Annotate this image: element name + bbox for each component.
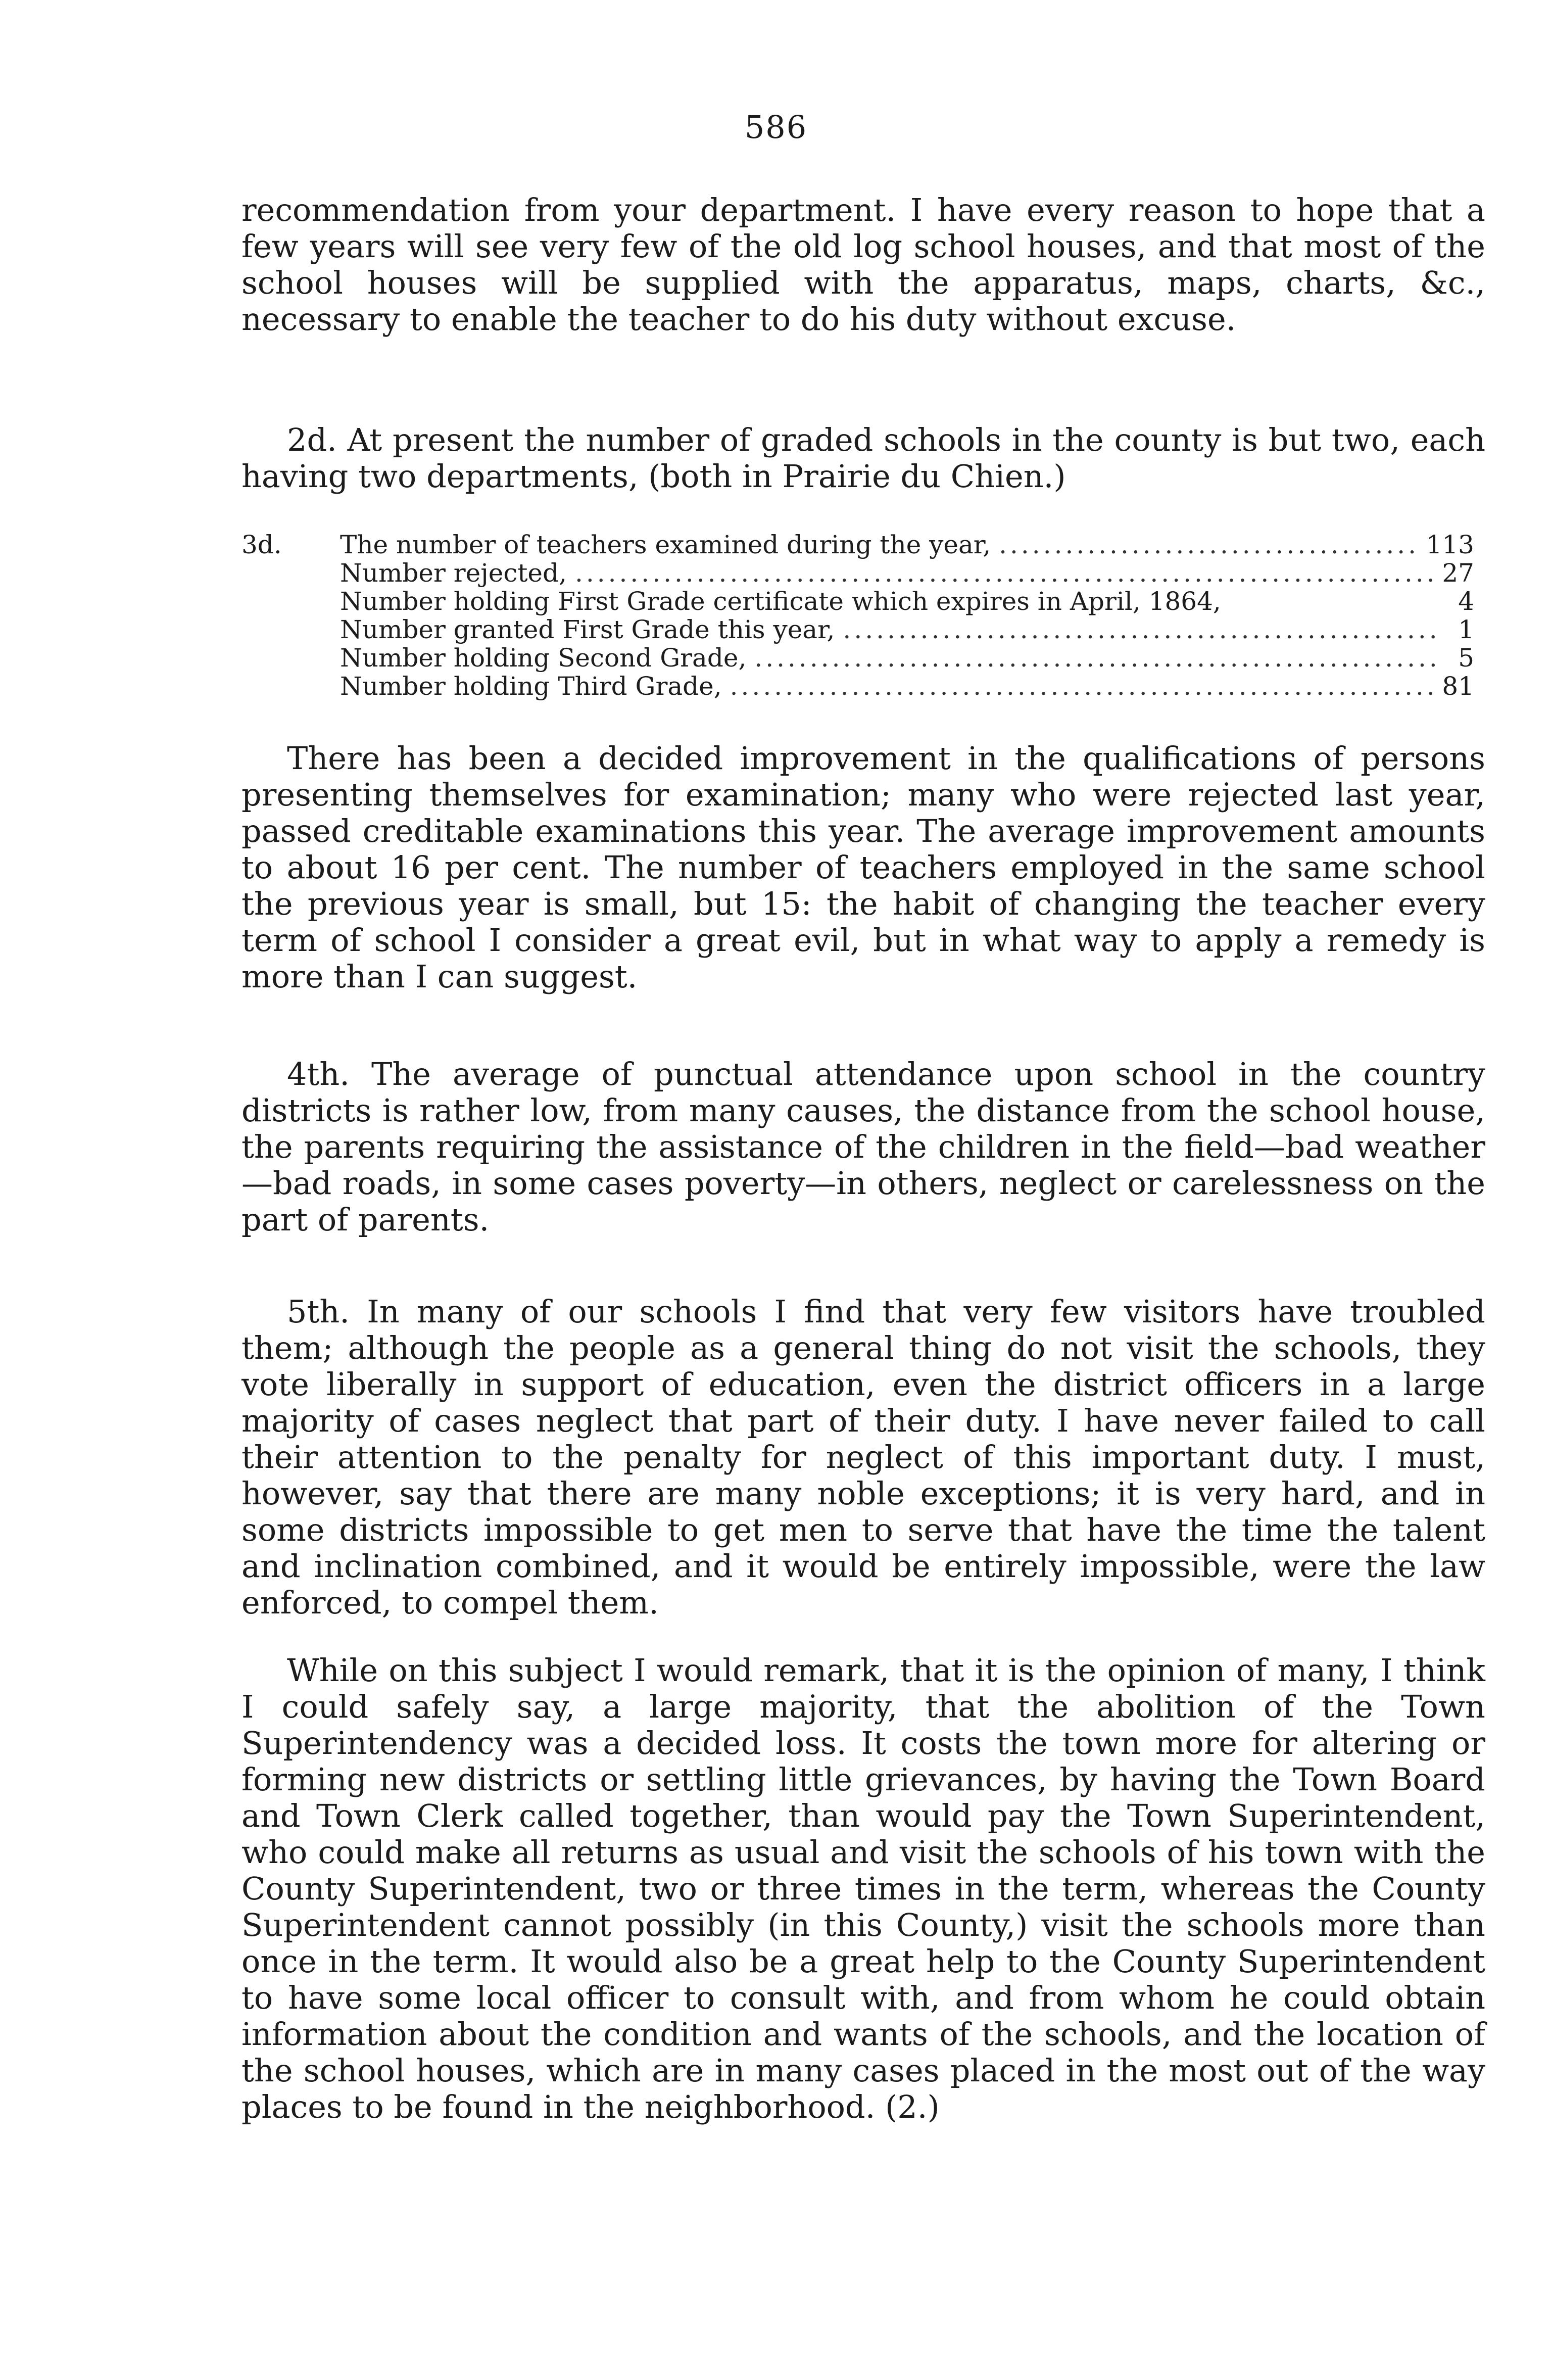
paragraph-visitors: 5th. In many of our schools I find that very few visitors have troubled them; although the people as a general thing do not visit the schools, they vote liberally in support of education, even the district officers in a large majority of cases neglect that part of their duty. I have never failed to call their attention to the penalty for neglect of this important duty. I must, however, say that there are many noble exceptions; it is very hard, and in some districts impossible to get men to serve that have the time the talent and inclination combined, and it would be entirely impossible, were the law enforced, to compel them. [241, 1293, 1485, 1621]
paragraph-town-superintendency: While on this subject I would remark, that it is the opinion of many, I think I could safely say, a large majority, that the abolition of the Town Superintendency was a decided loss. It costs the town more for altering or forming new districts or settling little grievances, by having the Town Board and Town Clerk called together, than would pay the Town Superintendent, who could make all returns as usual and visit the schools of his town with the County Superintendent, two or three times in the term, whereas the County Superintendent cannot possibly (in this County,) visit the schools more than once in the term. It would also be a great help to the County Superintendent to have some local officer to consult with, and from whom he could obtain information about the condition and wants of the schools, and the location of the school houses, which are in many cases placed in the most out of the way places to be found in the neighborhood. (2.) [241, 1652, 1485, 2125]
paragraph-graded-schools: 2d. At present the number of graded schools in the county is but two, each having two departments, (both in Prairie du Chien.) [241, 421, 1485, 495]
dot-leader [999, 531, 1418, 559]
dot-leader [730, 672, 1434, 700]
teacher-statistics-list [241, 531, 1485, 700]
stat-value: 113 [1426, 530, 1474, 559]
stat-row [241, 644, 1485, 672]
stat-label: Number granted First Grade this year, [340, 615, 835, 644]
stat-label: Number holding First Grade certificate which expires in April, 1864, [340, 587, 1221, 616]
stat-row [241, 559, 1485, 587]
dot-leader [575, 559, 1434, 587]
stat-label: The number of teachers examined during the year, [340, 530, 991, 559]
stat-label: Number rejected, [340, 558, 567, 588]
stat-value: 27 [1442, 558, 1474, 588]
stat-value: 4 [1458, 587, 1474, 616]
dot-leader [843, 615, 1436, 644]
stat-row [241, 615, 1485, 644]
stat-row [241, 587, 1485, 615]
stat-value: 1 [1458, 615, 1474, 644]
paragraph-attendance: 4th. The average of punctual attendance upon school in the country districts is rather low, from many causes, the distance from the school house, the parents requiring the assistance of the children in the field—bad weather—bad roads, in some cases poverty—in others, neglect or carelessness on the part of parents. [241, 1056, 1485, 1238]
stat-row [241, 531, 1485, 559]
stat-row [241, 672, 1485, 700]
stat-value: 5 [1458, 643, 1474, 673]
paragraph-improvement: There has been a decided improvement in the qualifications of persons presenting themselves for examination; many who were rejected last year, passed creditable examinations this year. The average improvement amounts to about 16 per cent. The number of teachers employed in the same school the previous year is small, but 15: the habit of changing the teacher every term of school I consider a great evil, but in what way to apply a remedy is more than I can suggest. [241, 740, 1485, 995]
stat-label: Number holding Second Grade, [340, 643, 747, 673]
paragraph-intro: recommendation from your department. I have every reason to hope that a few years will see very few of the old log school houses, and that most of the school houses will be supplied with the apparatus, maps, charts, &c., necessary to enable the teacher to do his duty without excuse. [241, 192, 1485, 338]
stat-value: 81 [1442, 672, 1474, 701]
dot-leader [754, 644, 1436, 672]
stat-label: Number holding Third Grade, [340, 672, 722, 701]
page-number: 586 [744, 109, 808, 146]
stat-marker: 3d. [241, 530, 282, 559]
